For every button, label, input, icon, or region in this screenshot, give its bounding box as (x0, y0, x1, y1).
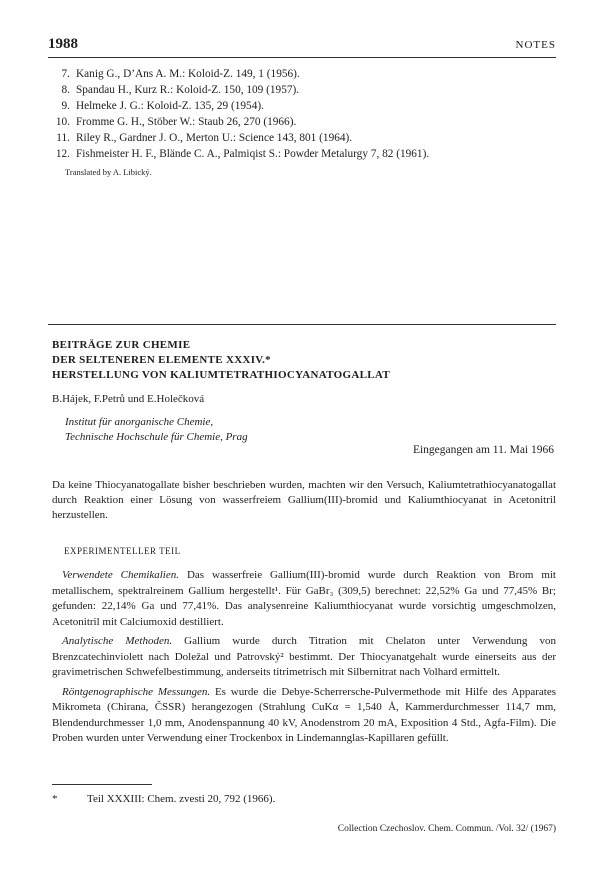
title-line: DER SELTENEREN ELEMENTE XXXIV.* (52, 354, 271, 366)
reference-number: 11. (56, 132, 70, 144)
paragraph-methods (52, 634, 556, 681)
reference-text: Fromme G. H., Stöber W.: Staub 26, 270 (1966). (76, 116, 297, 128)
translator-credit: Translated by A. Libický. (65, 167, 152, 177)
reference-number: 10. (55, 116, 70, 128)
reference-number: 12. (55, 148, 70, 160)
reference-number: 7. (61, 68, 70, 80)
paragraph-text: Das wasserfreie Gallium(III)-bromid wurde durch Reaktion von Brom mit metallischem, spektralreinem Gallium hergestellt¹. Für GaBr₃ (309,5) berechnet: 22,52% Ga und 77,45% Br; gefunden: 22,14% Ga und 77,41%. Das analysenreine Kaliumthiocyanat wurde vorsichtig umgeschmolzen, Acetonitril mit Calciumoxid destilliert. (52, 569, 556, 628)
reference-item (48, 82, 556, 98)
footnote-text: Teil XXXIII: Chem. zvesti 20, 792 (1966). (87, 793, 276, 805)
received-date: Eingegangen am 11. Mai 1966 (412, 444, 554, 456)
reference-item (48, 66, 556, 82)
reference-number: 9. (61, 100, 70, 112)
reference-item (48, 98, 556, 114)
reference-item (48, 130, 556, 146)
paragraph-text: Es wurde die Debye-Scherrersche-Pulvermethode mit Hilfe des Apparates Mikrometa (Chirana, ČSSR) herangezogen (Strahlung CuKα = 1,540 Å, Kammerdurchmesser 114,7 mm, Blendendurchmesser 1,0 mm, Anodenspannung 40 kV, Anodenstrom 20 mA, Exposition 4 Std., Agfa-Film). Die Proben wurden unter Verwendung einer Trockenbox in Lindemannglas-Kapillaren gefüllt. (52, 685, 556, 744)
author-affiliation (65, 415, 248, 445)
subtitle-line: HERSTELLUNG VON KALIUMTETRATHIOCYANATOGALLAT (52, 369, 390, 381)
article-title (52, 338, 552, 383)
reference-text: Helmeke J. G.: Koloid-Z. 135, 29 (1954). (76, 100, 264, 112)
page-number: 1988 (48, 36, 78, 52)
page-header (48, 36, 556, 54)
affiliation-line: Technische Hochschule für Chemie, Prag (65, 431, 248, 443)
paragraph-heading: Verwendete Chemikalien. (62, 569, 179, 581)
footnote-marker: * (52, 793, 58, 805)
reference-item (48, 114, 556, 130)
article-authors: B.Hájek, F.Petrů und E.Holečková (52, 393, 205, 405)
reference-text: Riley R., Gardner J. O., Merton U.: Science 143, 801 (1964). (76, 132, 353, 144)
reference-text: Spandau H., Kurz R.: Koloid-Z. 150, 109 (1957). (76, 84, 300, 96)
article-body (52, 568, 556, 751)
reference-list (48, 66, 556, 162)
journal-footer: Collection Czechoslov. Chem. Commun. /Vol. 32/ (1967) (337, 824, 556, 834)
affiliation-line: Institut für anorganische Chemie, (65, 416, 214, 428)
reference-text: Fishmeister H. F., Blände C. A., Palmiqist S.: Powder Metalurgy 7, 82 (1961). (76, 148, 430, 160)
header-rule (48, 57, 556, 58)
article-abstract: Da keine Thiocyanatogallate bisher beschrieben wurden, machten wir den Versuch, Kaliumtetrathiocyanatogallat durch Reaktion einer Lösung von wasserfreiem Gallium(III)-bromid und Kaliumthiocyanat in Acetonitril herzustellen. (52, 479, 556, 521)
section-label: NOTES (515, 39, 556, 51)
reference-number: 8. (61, 84, 70, 96)
footnote (52, 793, 275, 805)
title-line: BEITRÄGE ZUR CHEMIE (52, 339, 191, 351)
paragraph-text: Gallium wurde durch Titration mit Chelaton unter Verwendung von Brenzcatechinviolett nach Doležal und Patrovský² bestimmt. Der Thiocyanatgehalt wurde einerseits aus der gravimetrischen Schwefelbestimmung, anderseits titrimetrisch mit Silbernitrat nach Volhard ermittelt. (52, 635, 556, 678)
paragraph-xray (52, 685, 556, 747)
footnote-rule (52, 784, 152, 785)
reference-item (48, 146, 556, 162)
paragraph-heading: Röntgenographische Messungen. (62, 685, 211, 698)
paragraph-heading: Analytische Methoden. (62, 635, 173, 647)
article-separator-rule (48, 324, 556, 325)
experimental-heading: EXPERIMENTELLER TEIL (64, 546, 181, 556)
paragraph-chemicals (52, 568, 556, 630)
reference-text: Kanig G., D’Ans A. M.: Koloid-Z. 149, 1 (1956). (76, 68, 300, 80)
